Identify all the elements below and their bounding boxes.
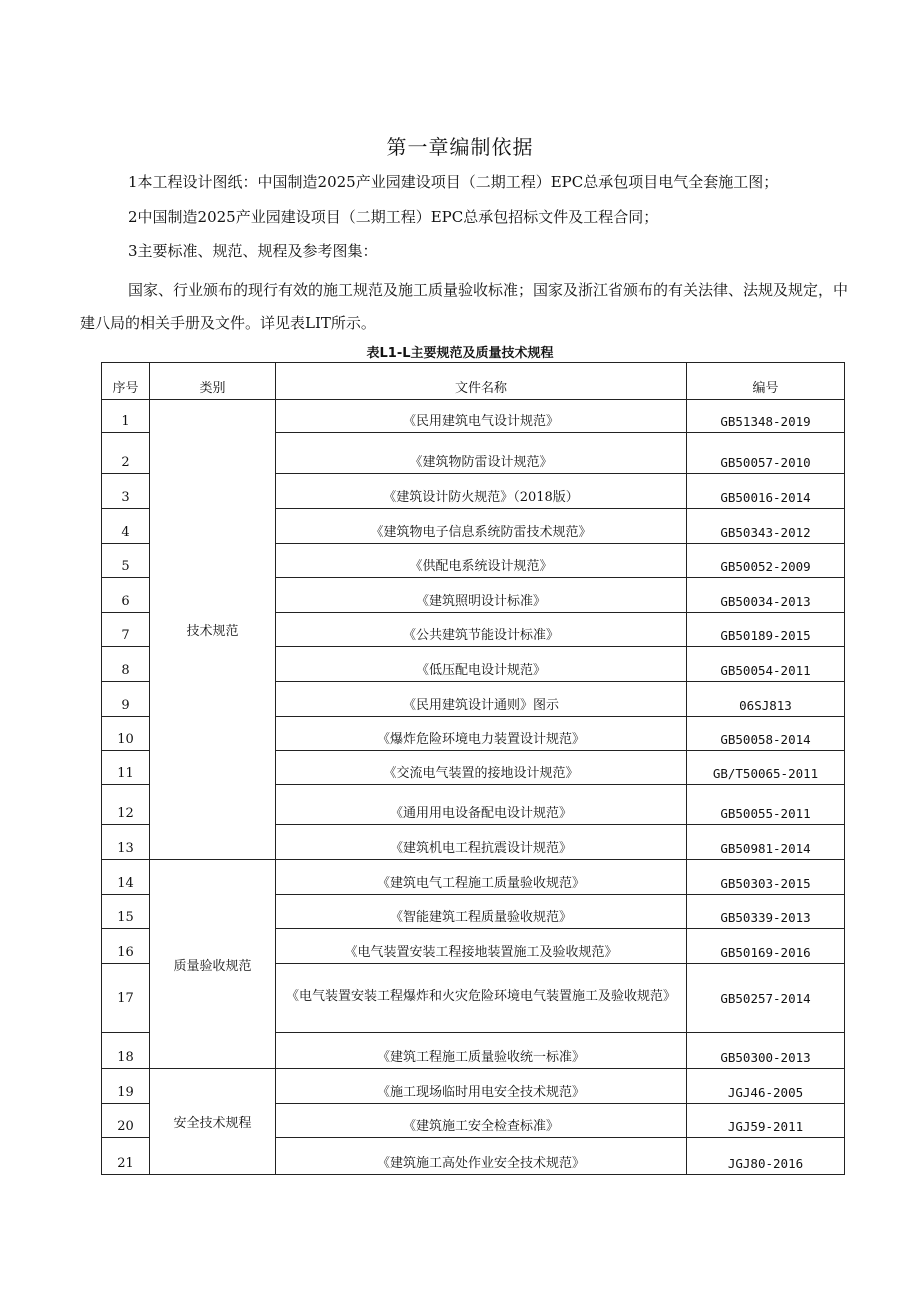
row-doc-name: 《供配电系统设计规范》: [276, 544, 687, 578]
row-code: GB50058-2014: [687, 717, 845, 751]
table-row: [102, 400, 845, 433]
row-code: JGJ80-2016: [687, 1138, 845, 1175]
row-doc-name: 《智能建筑工程质量验收规范》: [276, 895, 687, 929]
row-code: GB50055-2011: [687, 785, 845, 825]
row-no: 6: [102, 578, 150, 613]
row-doc-name: 《电气装置安装工程接地装置施工及验收规范》: [276, 929, 687, 964]
row-no: 17: [102, 964, 150, 1033]
row-code: GB50300-2013: [687, 1033, 845, 1069]
header-no: 序号: [102, 363, 150, 400]
row-no: 10: [102, 717, 150, 751]
row-doc-name: 《建筑设计防火规范》（2018版）: [276, 474, 687, 509]
table-header-row: [102, 363, 845, 400]
row-no: 8: [102, 647, 150, 682]
row-doc-name: 《建筑物电子信息系统防雷技术规范》: [276, 509, 687, 544]
table-row: [102, 860, 845, 895]
row-doc-name: 《低压配电设计规范》: [276, 647, 687, 682]
row-code: GB50016-2014: [687, 474, 845, 509]
row-no: 21: [102, 1138, 150, 1175]
category-safety-tech: 安全技术规程: [150, 1069, 276, 1175]
row-doc-name: 《交流电气装置的接地设计规范》: [276, 751, 687, 785]
row-no: 18: [102, 1033, 150, 1069]
header-code: 编号: [687, 363, 845, 400]
row-code: GB50339-2013: [687, 895, 845, 929]
row-code: GB50981-2014: [687, 825, 845, 860]
row-code: GB51348-2019: [687, 400, 845, 433]
row-no: 13: [102, 825, 150, 860]
row-doc-name: 《建筑施工高处作业安全技术规范》: [276, 1138, 687, 1175]
row-no: 14: [102, 860, 150, 895]
row-code: GB50189-2015: [687, 613, 845, 647]
header-category: 类别: [150, 363, 276, 400]
row-no: 11: [102, 751, 150, 785]
row-doc-name: 《通用用电设备配电设计规范》: [276, 785, 687, 825]
row-doc-name: 《公共建筑节能设计标准》: [276, 613, 687, 647]
row-code: GB50057-2010: [687, 433, 845, 474]
row-no: 5: [102, 544, 150, 578]
row-code: 06SJ813: [687, 682, 845, 717]
row-no: 3: [102, 474, 150, 509]
row-doc-name: 《施工现场临时用电安全技术规范》: [276, 1069, 687, 1104]
row-no: 20: [102, 1104, 150, 1138]
row-code: GB/T50065-2011: [687, 751, 845, 785]
header-doc-name: 文件名称: [276, 363, 687, 400]
row-no: 19: [102, 1069, 150, 1104]
row-no: 9: [102, 682, 150, 717]
row-doc-name: 《建筑电气工程施工质量验收规范》: [276, 860, 687, 895]
page-title: 第一章编制依据: [386, 135, 534, 159]
row-doc-name: 《民用建筑电气设计规范》: [276, 400, 687, 433]
row-doc-name: 《建筑施工安全检查标准》: [276, 1104, 687, 1138]
row-code: GB50303-2015: [687, 860, 845, 895]
paragraph-design-drawings: 1本工程设计图纸：中国制造2025产业园建设项目（二期工程）EPC总承包项目电气全套施工图；: [128, 173, 779, 191]
row-no: 12: [102, 785, 150, 825]
standards-table: [101, 362, 845, 1175]
row-code: JGJ46-2005: [687, 1069, 845, 1104]
row-code: GB50257-2014: [687, 964, 845, 1033]
table-row: [102, 1069, 845, 1104]
row-doc-name: 《建筑机电工程抗震设计规范》: [276, 825, 687, 860]
row-code: GB50343-2012: [687, 509, 845, 544]
row-doc-name: 《建筑照明设计标准》: [276, 578, 687, 613]
category-tech-spec: 技术规范: [150, 400, 276, 860]
row-no: 2: [102, 433, 150, 474]
row-doc-name: 《民用建筑设计通则》图示: [276, 682, 687, 717]
row-no: 1: [102, 400, 150, 433]
category-quality-acceptance: 质量验收规范: [150, 860, 276, 1069]
row-no: 15: [102, 895, 150, 929]
row-doc-name: 《建筑工程施工质量验收统一标准》: [276, 1033, 687, 1069]
paragraph-standards-heading: 3主要标准、规范、规程及参考图集：: [128, 242, 378, 260]
row-no: 16: [102, 929, 150, 964]
row-doc-name: 《爆炸危险环境电力装置设计规范》: [276, 717, 687, 751]
table-caption: 表L1-L主要规范及质量技术规程: [366, 346, 554, 361]
row-code: GB50034-2013: [687, 578, 845, 613]
paragraph-regulations: 国家、行业颁布的现行有效的施工规范及施工质量验收标准；国家及浙江省颁布的有关法律、法规及规定，中建八局的相关手册及文件。详见表LIT所示。: [80, 281, 849, 332]
row-no: 7: [102, 613, 150, 647]
row-doc-name: 《电气装置安装工程爆炸和火灾危险环境电气装置施工及验收规范》: [276, 964, 687, 1033]
row-no: 4: [102, 509, 150, 544]
paragraph-tender-docs: 2中国制造2025产业园建设项目（二期工程）EPC总承包招标文件及工程合同；: [128, 208, 659, 226]
row-code: GB50054-2011: [687, 647, 845, 682]
row-doc-name: 《建筑物防雷设计规范》: [276, 433, 687, 474]
row-code: GB50052-2009: [687, 544, 845, 578]
row-code: GB50169-2016: [687, 929, 845, 964]
row-code: JGJ59-2011: [687, 1104, 845, 1138]
